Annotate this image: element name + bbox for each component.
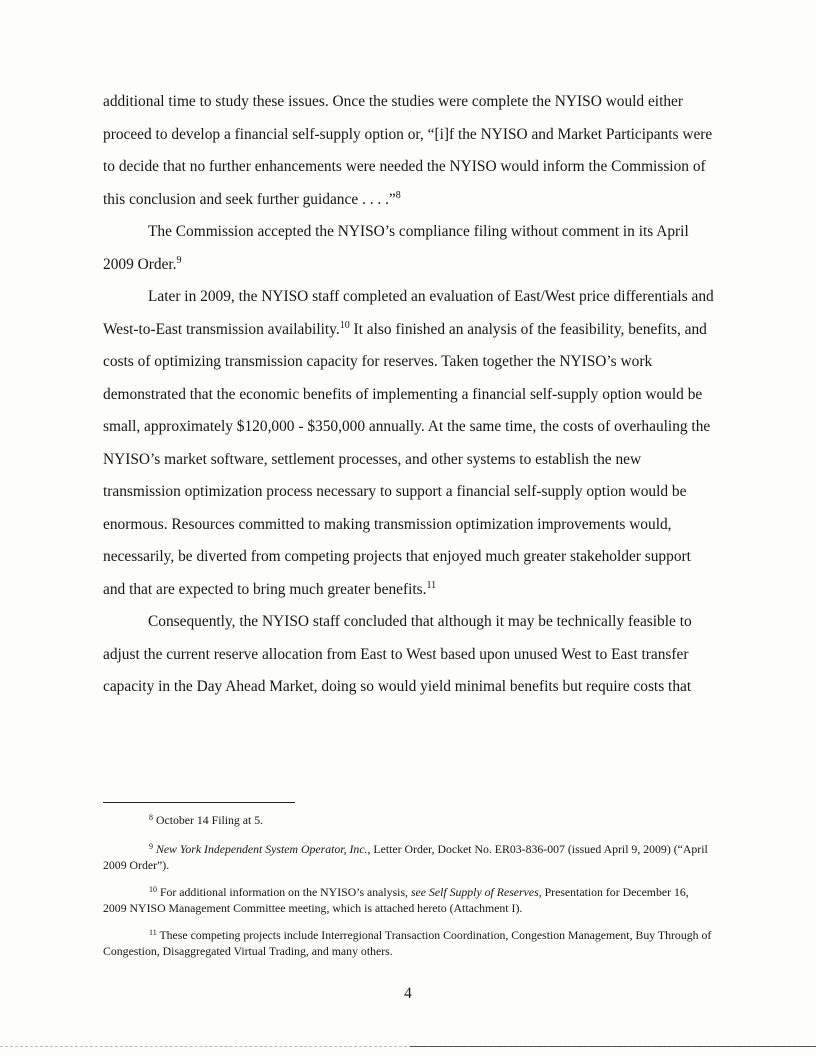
footnote-ref: 9 [176,254,182,266]
body-text [103,86,715,704]
footnote-separator [103,802,295,803]
footnotes [103,812,715,970]
paragraph-text: Later in 2009, the NYISO staff completed an evaluation of East/West price differentials and West-to-East transmission availability. [103,288,714,338]
page-number: 4 [404,985,412,1002]
footnote-number: 10 [149,885,157,894]
footnote [103,812,715,828]
footnote-ref: 11 [426,579,437,591]
paragraph-text: It also finished an analysis of the feasibility, benefits, and costs of optimizing transmission capacity for reserves. Taken together the NYISO’s work demonstrated that the economic benefits of implementing a financial self-supply option would be small, approximately $120,000 - $350,000 annually. At the same time, the costs of overhauling the NYISO’s market software, settlement processes, and other systems to establish the new transmission optimization process necessary to support a financial self-supply option would be enormous. Resources committed to making transmission optimization improvements would, necessarily, be diverted from competing projects that enjoyed much greater stakeholder support and that are expected to bring much greater benefits. [103,320,711,598]
footnote-text: , Presentation for December 16, 2009 NYISO Management Committee meeting, which is attached hereto (Attachment I). [103,885,689,915]
footnote-text: For additional information on the NYISO’s analysis, [159,885,411,899]
footnote [103,927,715,959]
footnote-text: These competing projects include Interregional Transaction Coordination, Congestion Management, Buy Through of Congestion, Disaggregated Virtual Trading, and many others. [103,928,712,958]
paragraph-text: Consequently, the NYISO staff concluded that although it may be technically feasible to adjust the current reserve allocation from East to West based upon unused West to East transfer capacity in the Day Ahead Market, doing so would yield minimal benefits but require costs that [103,613,692,695]
paragraph-text: The Commission accepted the NYISO’s compliance filing without comment in its April 2009 Order. [103,223,689,273]
footnote-text: October 14 Filing at 5. [155,813,264,827]
footnote-number: 8 [149,813,153,822]
footnote-ref: 10 [339,319,350,331]
scan-edge-right [410,1046,816,1047]
footnote-italic: see Self Supply of Reserves [410,885,539,899]
footnote-text: , Letter Order, Docket No. ER03-836-007 (issued April 9, 2009) (“April 2009 Order”). [103,842,708,872]
footnote [103,884,715,916]
footnote-ref: 8 [395,189,401,201]
footnote-number: 9 [149,842,153,851]
paragraph [103,216,715,281]
paragraph [103,606,715,704]
footnote-italic: New York Independent System Operator, Inc. [155,842,368,856]
paragraph [103,86,715,216]
footnote-number: 11 [149,928,157,937]
paragraph-text: additional time to study these issues. Once the studies were complete the NYISO would either proceed to develop a financial self-supply option or, “[i]f the NYISO and Market Participants were to decide that no further enhancements were needed the NYISO would inform the Commission of this conclusion and seek further guidance . . . .” [103,93,713,208]
footnote [103,841,715,873]
paragraph [103,281,715,606]
